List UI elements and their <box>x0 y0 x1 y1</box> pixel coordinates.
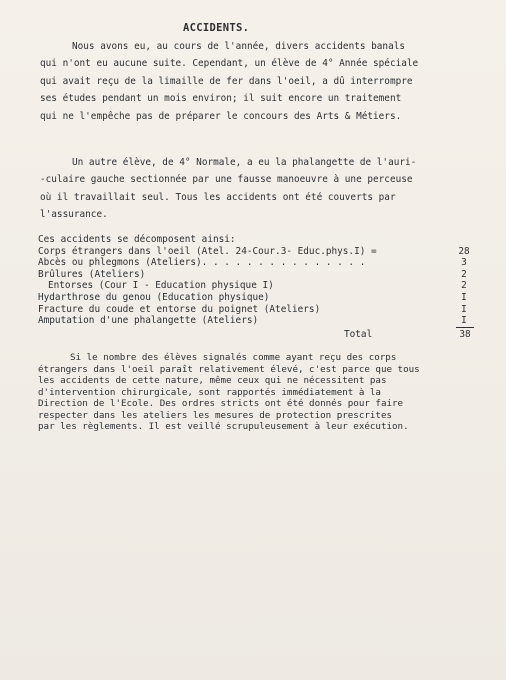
text-line: ses études pendant un mois environ; il suit encore un traitement <box>40 93 402 105</box>
item-count: 3 <box>461 257 467 269</box>
text-line: Si le nombre des élèves signalés comme ayant reçu des corps <box>70 352 397 363</box>
item-label: Hydarthrose du genou (Education physique) <box>38 291 270 303</box>
item-label: Brûlures (Ateliers) <box>38 268 146 280</box>
item-label: Corps étrangers dans l'oeil (Atel. 24-Cour.3- Educ.phys.I) = <box>38 245 377 257</box>
item-label: Fracture du coude et entorse du poignet (Ateliers) <box>38 303 321 315</box>
text-line: qui avait reçu de la limaille de fer dans l'oeil, a dû interrompre <box>40 75 413 87</box>
list-intro <box>38 234 478 246</box>
text-line: l'assurance. <box>40 209 108 221</box>
text-line: qui ne l'empêche pas de préparer le concours des Arts & Métiers. <box>40 110 402 122</box>
paragraph-second-accident <box>40 154 476 224</box>
list-intro-text: Ces accidents se décomposent ainsi: <box>38 234 236 245</box>
text-line: les accidents de cette nature, même ceux qui ne nécessitent pas <box>38 375 387 386</box>
item-count: I <box>461 291 467 303</box>
list-item <box>38 304 478 316</box>
item-count: 2 <box>461 268 467 280</box>
paragraph-conclusion <box>38 352 478 433</box>
item-label: Abcès ou phlegmons (Ateliers). . . . . . . . . . . . . . . <box>38 257 366 269</box>
item-count: 2 <box>461 280 467 292</box>
text-line: Nous avons eu, au cours de l'année, divers accidents banals <box>72 41 406 52</box>
accident-list <box>38 234 478 341</box>
item-count: I <box>461 303 467 315</box>
text-line: par les règlements. Il est veillé scrupuleusement à leur exécution. <box>38 421 409 432</box>
list-item <box>38 257 478 269</box>
list-item <box>38 269 478 281</box>
paragraph-intro <box>40 38 476 125</box>
text-line: -culaire gauche sectionnée par une fausse manoeuvre à une perceuse <box>40 174 413 186</box>
text-line: Direction de l'Ecole. Des ordres stricts ont été donnés pour faire <box>38 398 404 409</box>
list-item <box>38 246 478 258</box>
list-item <box>38 280 478 292</box>
total-label: Total <box>344 328 373 340</box>
text-line: étrangers dans l'oeil paraît relativement élevé, c'est parce que tous <box>38 363 420 375</box>
text-line: d'intervention chirurgicale, sont rapportés immédiatement à la <box>38 386 381 398</box>
page-title: ACCIDENTS. <box>183 22 250 34</box>
item-count: 28 <box>458 245 470 257</box>
text-line: respecter dans les ateliers les mesures de protection prescrites <box>38 409 393 421</box>
text-line: où il travaillait seul. Tous les accidents ont été couverts par <box>40 191 396 203</box>
list-item <box>38 292 478 304</box>
item-label: Amputation d'une phalangette (Ateliers) <box>38 315 259 327</box>
list-item <box>38 315 478 327</box>
item-label: Entorses (Cour I - Education physique I) <box>48 280 274 292</box>
text-line: qui n'ont eu aucune suite. Cependant, un élève de 4° Année spéciale <box>40 58 419 70</box>
item-count: I <box>461 315 467 327</box>
text-line: Un autre élève, de 4° Normale, a eu la phalangette de l'auri- <box>72 157 417 168</box>
total-value: 38 <box>459 328 471 340</box>
total-row <box>38 329 478 341</box>
